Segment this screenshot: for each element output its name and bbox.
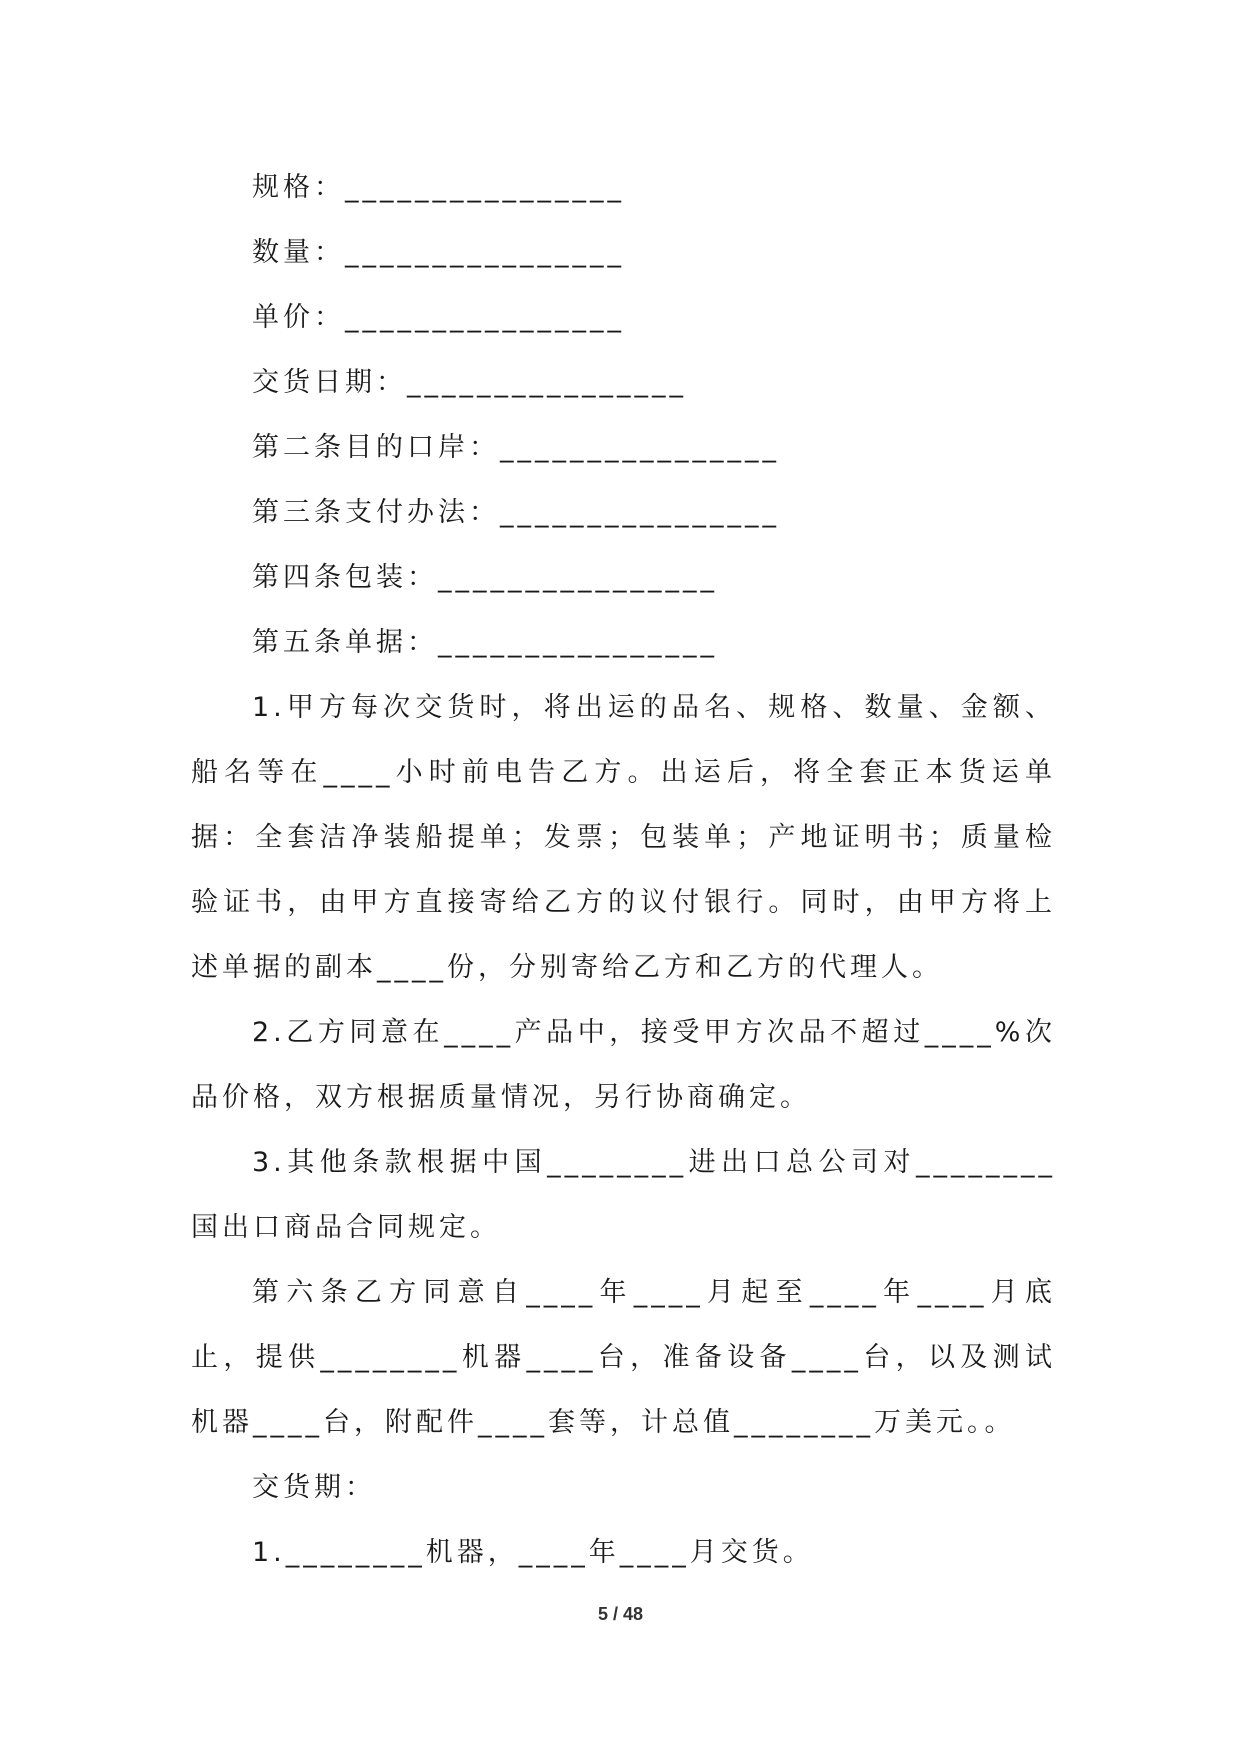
- field-spec: 规格：________________: [252, 172, 625, 203]
- clause-2-destination-port: 第二条目的口岸：________________: [252, 432, 780, 463]
- clause-4-packaging: 第四条包装：________________: [252, 562, 718, 593]
- paragraph-item-2: 2.乙方同意在____产品中，接受甲方次品不超过____%次品价格，双方根据质量情况，另行协商确定。: [191, 1017, 1056, 1113]
- clause-3-payment-method: 第三条支付办法：________________: [252, 497, 780, 528]
- field-delivery-date: 交货日期：________________: [252, 367, 687, 398]
- clause-5-documents: 第五条单据：________________: [252, 627, 718, 658]
- field-quantity: 数量：________________: [252, 237, 625, 268]
- contract-body: [191, 155, 1056, 1585]
- paragraph-item-3: 3.其他条款根据中国________进出口总公司对________国出口商品合同规定。: [191, 1147, 1056, 1243]
- delivery-period-heading: 交货期：: [252, 1472, 376, 1503]
- clause-6-supply: 第六条乙方同意自____年____月起至____年____月底止，提供________机器____台，准备设备____台，以及测试机器____台，附配件____套等，计总值________万美元。。: [191, 1277, 1056, 1438]
- page-number: 5 / 48: [597, 1604, 644, 1624]
- paragraph-item-1: 1.甲方每次交货时，将出运的品名、规格、数量、金额、船名等在____小时前电告乙方。出运后，将全套正本货运单据：全套洁净装船提单；发票；包装单；产地证明书；质量检验证书，由甲方直接寄给乙方的议付银行。同时，由甲方将上述单据的副本____份，分别寄给乙方和乙方的代理人。: [191, 692, 1056, 983]
- delivery-item-1: 1.________机器，____年____月交货。: [252, 1537, 814, 1568]
- field-unit-price: 单价：________________: [252, 302, 625, 333]
